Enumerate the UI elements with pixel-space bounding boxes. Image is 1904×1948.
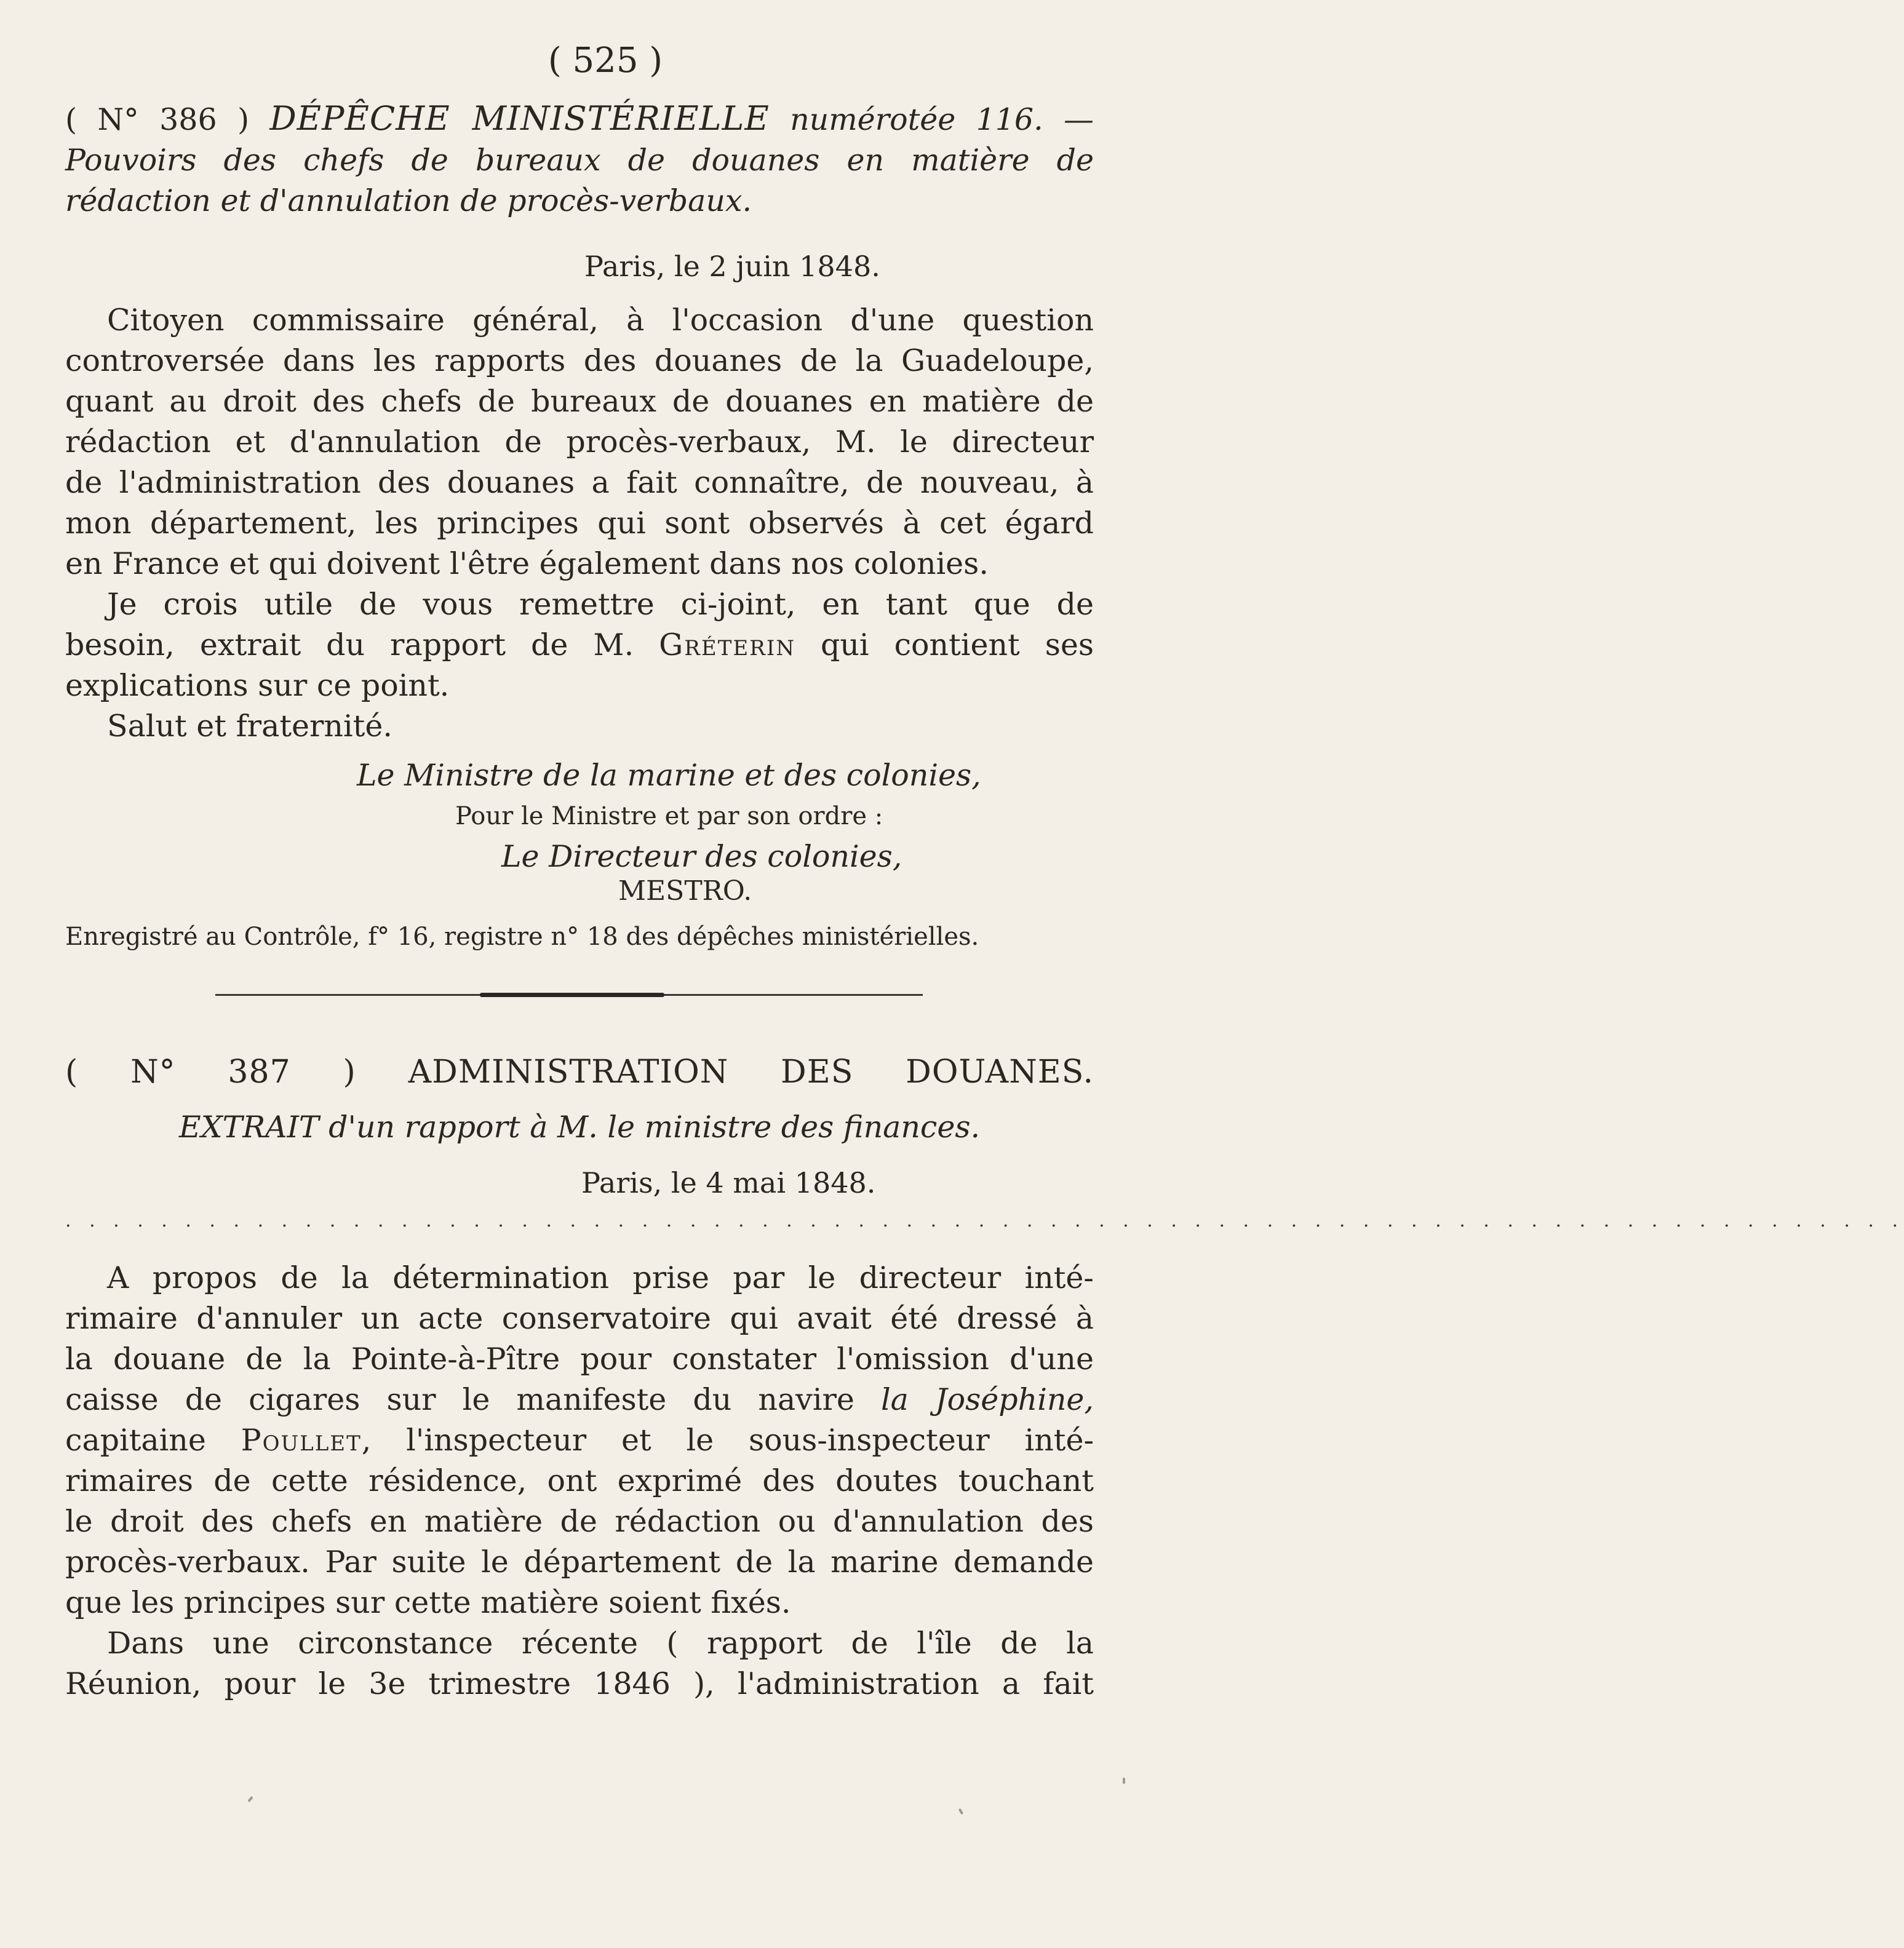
divider-ornament xyxy=(480,993,664,997)
body-line: quant au droit des chefs de bureaux de douanes en matière de xyxy=(65,384,1094,419)
dispatch-387-title: ADMINISTRATION DES DOUANES. xyxy=(408,1054,1094,1091)
ellipsis-line: . . . . . . . . . . . . . . . . . . . . . . . . . . . . . . . . . . . . . . . . . . . . . . . . . . . . . . . . . . . . . . . . . . . . . . . . . . . . . xyxy=(65,1210,1904,1231)
signature-director: Le Directeur des colonies, xyxy=(501,839,902,874)
dispatch-386-title: DÉPÊCHE MINISTÉRIELLE xyxy=(269,99,770,138)
dispatch-386-date: Paris, le 2 juin 1848. xyxy=(584,250,880,283)
body-line: le droit des chefs en matière de rédaction ou d'annulation des xyxy=(65,1504,1094,1539)
extract-title: EXTRAIT d'un rapport à M. le ministre des finances. xyxy=(178,1110,981,1145)
signature-order: Pour le Ministre et par son ordre : xyxy=(455,802,883,830)
dispatch-387-number: ( N° 387 ) xyxy=(65,1054,356,1091)
body-line: en France et qui doivent l'être également dans nos colonies. xyxy=(65,546,989,581)
body-line: A propos de la détermination prise par le directeur inté- xyxy=(107,1260,1094,1295)
body-line: mon département, les principes qui sont observés à cet égard xyxy=(65,506,1094,541)
body-text: qui contient ses xyxy=(821,627,1094,662)
body-line xyxy=(65,625,1094,666)
dispatch-386-body xyxy=(65,300,1094,747)
person-name: Gréterin xyxy=(659,627,795,662)
dispatch-386-numbered: numérotée 116. — xyxy=(790,102,1094,137)
body-line: que les principes sur cette matière soient fixés. xyxy=(65,1585,791,1620)
body-line: de l'administration des douanes a fait connaître, de nouveau, à xyxy=(65,465,1094,500)
dispatch-387-body xyxy=(65,1258,1094,1704)
body-line: rimaire d'annuler un acte conservatoire qui avait été dressé à xyxy=(65,1301,1094,1336)
dispatch-386-subject-2: rédaction et d'annulation de procès-verbaux. xyxy=(65,183,752,218)
body-line: la douane de la Pointe-à-Pître pour constater l'omission d'une xyxy=(65,1342,1094,1377)
person-name: Poullet xyxy=(241,1423,362,1458)
body-text: caisse de cigares sur le manifeste du navire xyxy=(65,1382,854,1417)
body-line: rédaction et d'annulation de procès-verbaux, M. le directeur xyxy=(65,424,1094,459)
dispatch-387-heading xyxy=(65,1052,1094,1092)
body-line: explications sur ce point. xyxy=(65,668,450,703)
signature-minister: Le Ministre de la marine et des colonies, xyxy=(357,758,981,793)
body-line: Je crois utile de vous remettre ci-joint, en tant que de xyxy=(107,587,1094,622)
body-line: procès-verbaux. Par suite le département de la marine demande xyxy=(65,1544,1094,1580)
dispatch-386-subject-1: Pouvoirs des chefs de bureaux de douanes en matière de xyxy=(65,143,1094,178)
body-line xyxy=(65,1420,1094,1461)
dispatch-387-date: Paris, le 4 mai 1848. xyxy=(581,1166,876,1199)
body-text: , l'inspecteur et le sous-inspecteur inté- xyxy=(361,1423,1094,1458)
ship-name: la Joséphine, xyxy=(881,1382,1094,1417)
body-line: rimaires de cette résidence, ont exprimé des doutes touchant xyxy=(65,1463,1094,1498)
body-text: capitaine xyxy=(65,1423,206,1458)
dispatch-386-number: ( N° 386 ) xyxy=(65,102,250,137)
body-text: besoin, extrait du rapport de M. xyxy=(65,627,634,662)
dispatch-386-heading xyxy=(65,98,1094,221)
body-line: Citoyen commissaire général, à l'occasion d'une question xyxy=(107,303,1094,338)
body-line: Dans une circonstance récente ( rapport de l'île de la xyxy=(107,1626,1094,1661)
page-number: ( 525 ) xyxy=(548,41,663,81)
body-line: controversée dans les rapports des douanes de la Guadeloupe, xyxy=(65,343,1094,378)
section-divider xyxy=(215,994,923,996)
dispatch-386-title-line xyxy=(65,98,1094,140)
registration-note: Enregistré au Contrôle, f° 16, registre n° 18 des dépêches ministérielles. xyxy=(65,923,979,951)
signature-name: MESTRO. xyxy=(618,875,752,907)
paper-speck xyxy=(247,1796,253,1802)
paper-speck xyxy=(958,1808,963,1815)
paper-speck xyxy=(1123,1778,1125,1784)
closing: Salut et fraternité. xyxy=(107,709,392,744)
body-line: Réunion, pour le 3e trimestre 1846 ), l'administration a fait xyxy=(65,1666,1094,1701)
body-line xyxy=(65,1380,1094,1420)
